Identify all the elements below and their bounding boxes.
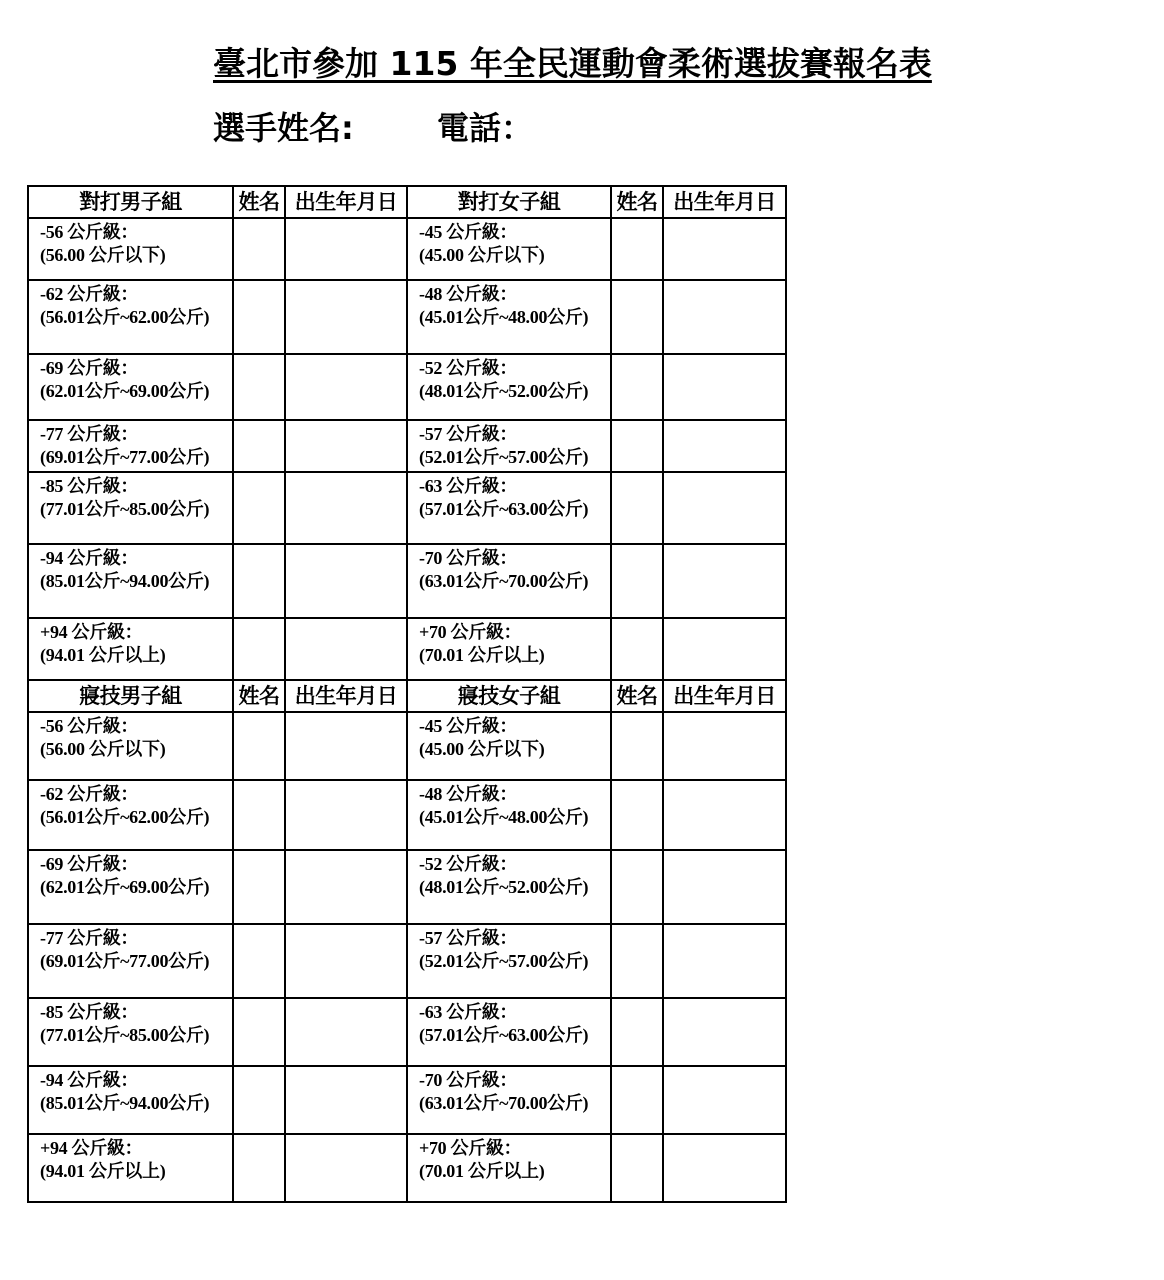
name-entry-cell[interactable] bbox=[233, 618, 285, 680]
name-entry-cell[interactable] bbox=[233, 780, 285, 850]
weight-class-label: -52 公斤級： bbox=[419, 854, 518, 874]
weight-range-label: (56.01公斤~62.00公斤) bbox=[40, 307, 210, 327]
name-entry-cell[interactable] bbox=[233, 280, 285, 354]
player-name-label: 選手姓名: bbox=[213, 109, 354, 147]
name-column-header: 姓名 bbox=[611, 680, 663, 712]
weight-range-label: (94.01 公斤以上) bbox=[40, 645, 166, 665]
male-section-header: 寢技男子組 bbox=[28, 680, 233, 712]
weight-class-label: -48 公斤級： bbox=[419, 784, 518, 804]
weight-class-label: -69 公斤級： bbox=[40, 854, 139, 874]
weight-range-label: (69.01公斤~77.00公斤) bbox=[40, 447, 210, 467]
female-weight-class-cell bbox=[407, 924, 611, 998]
name-entry-cell[interactable] bbox=[233, 218, 285, 280]
weight-range-label: (85.01公斤~94.00公斤) bbox=[40, 1093, 210, 1113]
name-entry-cell[interactable] bbox=[611, 850, 663, 924]
phone-label: 電話： bbox=[437, 109, 534, 147]
female-weight-class-cell bbox=[407, 420, 611, 472]
dob-entry-cell[interactable] bbox=[663, 1134, 786, 1202]
name-entry-cell[interactable] bbox=[233, 472, 285, 544]
name-column-header: 姓名 bbox=[611, 186, 663, 218]
female-weight-class-cell bbox=[407, 780, 611, 850]
name-entry-cell[interactable] bbox=[233, 1066, 285, 1134]
name-entry-cell[interactable] bbox=[611, 280, 663, 354]
male-weight-class-cell bbox=[28, 218, 233, 280]
weight-class-label: -63 公斤級： bbox=[419, 476, 518, 496]
dob-entry-cell[interactable] bbox=[663, 850, 786, 924]
name-entry-cell[interactable] bbox=[233, 354, 285, 420]
dob-entry-cell[interactable] bbox=[663, 780, 786, 850]
name-entry-cell[interactable] bbox=[611, 712, 663, 780]
dob-entry-cell[interactable] bbox=[663, 924, 786, 998]
name-entry-cell[interactable] bbox=[233, 924, 285, 998]
dob-entry-cell[interactable] bbox=[663, 998, 786, 1066]
weight-range-label: (56.01公斤~62.00公斤) bbox=[40, 807, 210, 827]
weight-range-label: (45.00 公斤以下) bbox=[419, 739, 545, 759]
dob-entry-cell[interactable] bbox=[285, 1134, 407, 1202]
weight-class-label: +94 公斤級： bbox=[40, 1138, 143, 1158]
name-entry-cell[interactable] bbox=[611, 924, 663, 998]
male-weight-class-cell bbox=[28, 1134, 233, 1202]
weight-range-label: (62.01公斤~69.00公斤) bbox=[40, 381, 210, 401]
weight-class-label: -52 公斤級： bbox=[419, 358, 518, 378]
weight-range-label: (85.01公斤~94.00公斤) bbox=[40, 571, 210, 591]
female-weight-class-cell bbox=[407, 618, 611, 680]
weight-range-label: (57.01公斤~63.00公斤) bbox=[419, 1025, 589, 1045]
weight-range-label: (77.01公斤~85.00公斤) bbox=[40, 1025, 210, 1045]
male-weight-class-cell bbox=[28, 544, 233, 618]
female-weight-class-cell bbox=[407, 998, 611, 1066]
name-entry-cell[interactable] bbox=[233, 1134, 285, 1202]
section-header-row bbox=[28, 680, 786, 712]
male-weight-class-cell bbox=[28, 420, 233, 472]
weight-class-label: -57 公斤級： bbox=[419, 424, 518, 444]
dob-column-header: 出生年月日 bbox=[663, 680, 786, 712]
female-weight-class-cell bbox=[407, 280, 611, 354]
name-entry-cell[interactable] bbox=[611, 420, 663, 472]
weight-class-label: -70 公斤級： bbox=[419, 548, 518, 568]
weight-class-label: -94 公斤級： bbox=[40, 548, 139, 568]
weight-class-label: -70 公斤級： bbox=[419, 1070, 518, 1090]
name-column-header: 姓名 bbox=[233, 680, 285, 712]
dob-entry-cell[interactable] bbox=[285, 780, 407, 850]
weight-range-label: (63.01公斤~70.00公斤) bbox=[419, 571, 589, 591]
weight-range-label: (56.00 公斤以下) bbox=[40, 739, 166, 759]
weight-range-label: (69.01公斤~77.00公斤) bbox=[40, 951, 210, 971]
table-row bbox=[28, 420, 786, 472]
name-entry-cell[interactable] bbox=[611, 618, 663, 680]
male-weight-class-cell bbox=[28, 712, 233, 780]
weight-class-label: -77 公斤級： bbox=[40, 424, 139, 444]
weight-class-label: -56 公斤級： bbox=[40, 716, 139, 736]
weight-class-label: -69 公斤級： bbox=[40, 358, 139, 378]
name-entry-cell[interactable] bbox=[611, 780, 663, 850]
dob-entry-cell[interactable] bbox=[663, 1066, 786, 1134]
dob-column-header: 出生年月日 bbox=[285, 680, 407, 712]
name-entry-cell[interactable] bbox=[233, 712, 285, 780]
weight-class-label: -94 公斤級： bbox=[40, 1070, 139, 1090]
table-row bbox=[28, 712, 786, 780]
weight-range-label: (62.01公斤~69.00公斤) bbox=[40, 877, 210, 897]
dob-entry-cell[interactable] bbox=[285, 924, 407, 998]
male-weight-class-cell bbox=[28, 1066, 233, 1134]
table-row bbox=[28, 1066, 786, 1134]
male-weight-class-cell bbox=[28, 354, 233, 420]
name-entry-cell[interactable] bbox=[611, 354, 663, 420]
table-row bbox=[28, 1134, 786, 1202]
weight-class-label: +94 公斤級： bbox=[40, 622, 143, 642]
weight-range-label: (52.01公斤~57.00公斤) bbox=[419, 951, 589, 971]
name-entry-cell[interactable] bbox=[233, 998, 285, 1066]
name-entry-cell[interactable] bbox=[611, 472, 663, 544]
dob-entry-cell[interactable] bbox=[285, 420, 407, 472]
name-entry-cell[interactable] bbox=[611, 1134, 663, 1202]
dob-entry-cell[interactable] bbox=[285, 850, 407, 924]
female-weight-class-cell bbox=[407, 544, 611, 618]
table-row bbox=[28, 618, 786, 680]
name-entry-cell[interactable] bbox=[611, 544, 663, 618]
dob-entry-cell[interactable] bbox=[285, 618, 407, 680]
weight-range-label: (57.01公斤~63.00公斤) bbox=[419, 499, 589, 519]
form-title: 臺北市參加 115 年全民運動會柔術選拔賽報名表 bbox=[213, 44, 932, 83]
table-row bbox=[28, 472, 786, 544]
dob-entry-cell[interactable] bbox=[663, 544, 786, 618]
weight-class-label: -56 公斤級： bbox=[40, 222, 139, 242]
dob-entry-cell[interactable] bbox=[663, 472, 786, 544]
weight-class-label: +70 公斤級： bbox=[419, 622, 522, 642]
weight-range-label: (77.01公斤~85.00公斤) bbox=[40, 499, 210, 519]
weight-class-label: -45 公斤級： bbox=[419, 222, 518, 242]
name-entry-cell[interactable] bbox=[611, 998, 663, 1066]
male-weight-class-cell bbox=[28, 472, 233, 544]
weight-range-label: (48.01公斤~52.00公斤) bbox=[419, 381, 589, 401]
registration-table bbox=[27, 185, 787, 1203]
name-entry-cell[interactable] bbox=[611, 1066, 663, 1134]
female-weight-class-cell bbox=[407, 1066, 611, 1134]
female-section-header: 對打女子組 bbox=[407, 186, 611, 218]
dob-entry-cell[interactable] bbox=[285, 218, 407, 280]
weight-range-label: (45.00 公斤以下) bbox=[419, 245, 545, 265]
weight-class-label: -85 公斤級： bbox=[40, 476, 139, 496]
dob-entry-cell[interactable] bbox=[285, 280, 407, 354]
table-row bbox=[28, 544, 786, 618]
dob-entry-cell[interactable] bbox=[285, 998, 407, 1066]
weight-class-label: -57 公斤級： bbox=[419, 928, 518, 948]
weight-class-label: -62 公斤級： bbox=[40, 784, 139, 804]
weight-range-label: (45.01公斤~48.00公斤) bbox=[419, 307, 589, 327]
dob-entry-cell[interactable] bbox=[285, 354, 407, 420]
female-weight-class-cell bbox=[407, 712, 611, 780]
section-header-row bbox=[28, 186, 786, 218]
dob-entry-cell[interactable] bbox=[285, 712, 407, 780]
dob-column-header: 出生年月日 bbox=[285, 186, 407, 218]
weight-range-label: (63.01公斤~70.00公斤) bbox=[419, 1093, 589, 1113]
male-weight-class-cell bbox=[28, 924, 233, 998]
weight-range-label: (70.01 公斤以上) bbox=[419, 645, 545, 665]
dob-column-header: 出生年月日 bbox=[663, 186, 786, 218]
male-weight-class-cell bbox=[28, 618, 233, 680]
male-weight-class-cell bbox=[28, 780, 233, 850]
name-entry-cell[interactable] bbox=[233, 544, 285, 618]
weight-range-label: (70.01 公斤以上) bbox=[419, 1161, 545, 1181]
weight-range-label: (45.01公斤~48.00公斤) bbox=[419, 807, 589, 827]
table-row bbox=[28, 998, 786, 1066]
weight-range-label: (48.01公斤~52.00公斤) bbox=[419, 877, 589, 897]
weight-class-label: +70 公斤級： bbox=[419, 1138, 522, 1158]
male-weight-class-cell bbox=[28, 850, 233, 924]
female-section-header: 寢技女子組 bbox=[407, 680, 611, 712]
weight-class-label: -77 公斤級： bbox=[40, 928, 139, 948]
weight-class-label: -63 公斤級： bbox=[419, 1002, 518, 1022]
weight-class-label: -48 公斤級： bbox=[419, 284, 518, 304]
weight-range-label: (52.01公斤~57.00公斤) bbox=[419, 447, 589, 467]
name-entry-cell[interactable] bbox=[233, 850, 285, 924]
female-weight-class-cell bbox=[407, 354, 611, 420]
dob-entry-cell[interactable] bbox=[663, 354, 786, 420]
male-weight-class-cell bbox=[28, 280, 233, 354]
male-weight-class-cell bbox=[28, 998, 233, 1066]
table-row bbox=[28, 924, 786, 998]
weight-class-label: -85 公斤級： bbox=[40, 1002, 139, 1022]
dob-entry-cell[interactable] bbox=[663, 280, 786, 354]
dob-entry-cell[interactable] bbox=[285, 1066, 407, 1134]
name-entry-cell[interactable] bbox=[233, 420, 285, 472]
dob-entry-cell[interactable] bbox=[663, 712, 786, 780]
weight-range-label: (94.01 公斤以上) bbox=[40, 1161, 166, 1181]
weight-class-label: -45 公斤級： bbox=[419, 716, 518, 736]
female-weight-class-cell bbox=[407, 1134, 611, 1202]
female-weight-class-cell bbox=[407, 218, 611, 280]
table-row bbox=[28, 354, 786, 420]
dob-entry-cell[interactable] bbox=[663, 420, 786, 472]
table-row bbox=[28, 280, 786, 354]
female-weight-class-cell bbox=[407, 472, 611, 544]
table-row bbox=[28, 780, 786, 850]
name-entry-cell[interactable] bbox=[611, 218, 663, 280]
dob-entry-cell[interactable] bbox=[663, 218, 786, 280]
dob-entry-cell[interactable] bbox=[663, 618, 786, 680]
table-row bbox=[28, 850, 786, 924]
weight-range-label: (56.00 公斤以下) bbox=[40, 245, 166, 265]
weight-class-label: -62 公斤級： bbox=[40, 284, 139, 304]
name-column-header: 姓名 bbox=[233, 186, 285, 218]
table-row bbox=[28, 218, 786, 280]
dob-entry-cell[interactable] bbox=[285, 472, 407, 544]
dob-entry-cell[interactable] bbox=[285, 544, 407, 618]
male-section-header: 對打男子組 bbox=[28, 186, 233, 218]
female-weight-class-cell bbox=[407, 850, 611, 924]
